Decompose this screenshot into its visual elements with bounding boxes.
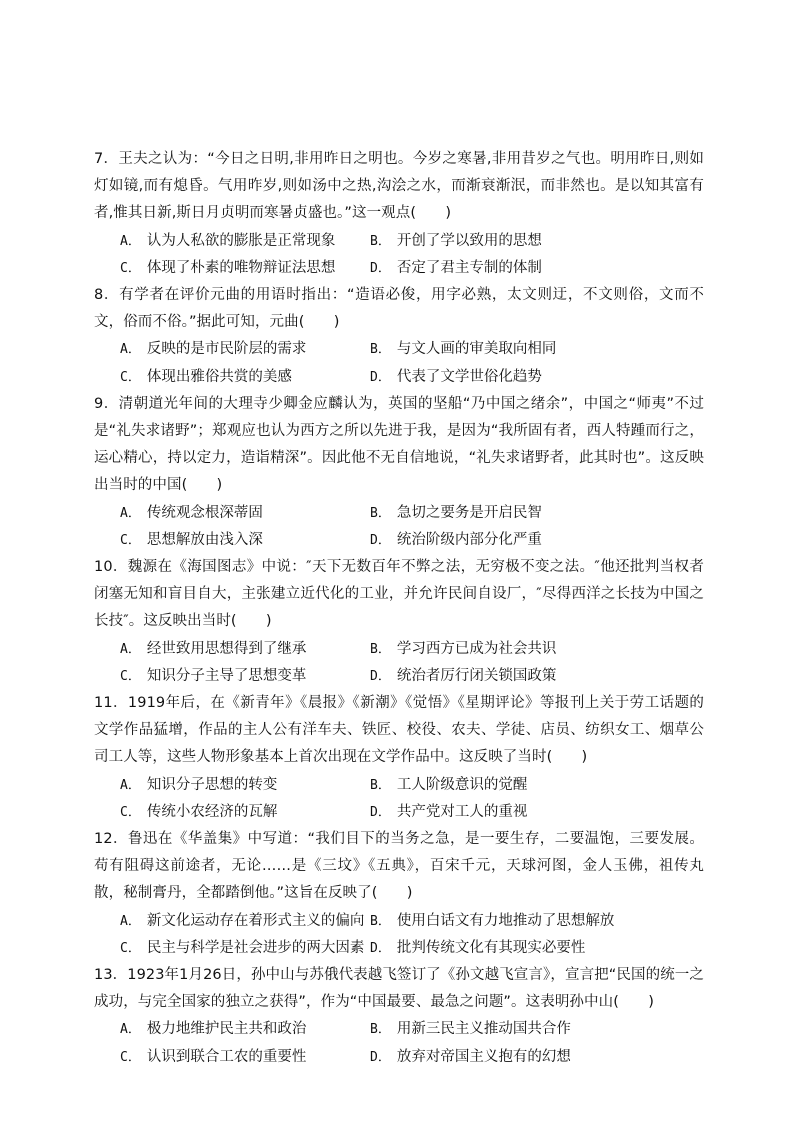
option-text: 新文化运动存在着形式主义的偏向 (146, 912, 365, 929)
option-text: 民主与科学是社会进步的两大因素 (146, 939, 365, 956)
option-b (370, 336, 700, 363)
option-text: 学习西方已成为社会共识 (396, 640, 557, 657)
option-text: 知识分子主导了思想变革 (146, 667, 307, 684)
option-letter: D． (370, 1049, 391, 1065)
option-text: 传统小农经济的瓦解 (146, 803, 278, 820)
option-list (94, 336, 706, 390)
option-a (94, 336, 370, 363)
option-letter: A． (120, 233, 141, 249)
option-text: 放弃对帝国主义抱有的幻想 (396, 1048, 571, 1065)
question-stem: 8．有学者在评价元曲的用语时指出：“造语必俊，用字必熟，太文则迂，不文则俗，文而不文，俗而不俗。”据此可知，元曲( ) (94, 286, 704, 331)
option-letter: D． (370, 804, 391, 820)
option-list (94, 772, 706, 826)
option-letter: C． (120, 1049, 141, 1065)
option-c (94, 364, 370, 391)
option-c (94, 935, 370, 962)
option-d (370, 255, 700, 282)
option-letter: B． (370, 641, 391, 657)
option-d (370, 527, 700, 554)
option-a (94, 772, 370, 799)
option-text: 使用白话文有力地推动了思想解放 (396, 912, 615, 929)
question-stem: 11．1919年后，在《新青年》《晨报》《新潮》《觉悟》《星期评论》等报刊上关于劳工话题的文学作品猛增，作品的主人公有洋车夫、铁匠、校役、农夫、学徒、店员、纺织女工、烟草公司工人等，这些人物形象基本上首次出现在文学作品中。这反映了当时( ) (94, 694, 704, 766)
option-list (94, 908, 706, 962)
option-list (94, 228, 706, 282)
option-letter: A． (120, 342, 141, 358)
option-text: 否定了君主专制的体制 (396, 259, 542, 276)
question-stem: 12．鲁迅在《华盖集》中写道：“我们目下的当务之急，是一要生存，二要温饱，三要发展。苟有阻碍这前途者，无论……是《三坟》《五典》，百宋千元，天球河图，金人玉佛，祖传丸散，秘制膏丹，全都踏倒他。”这旨在反映了( ) (94, 830, 704, 902)
option-text: 极力地维护民主共和政治 (146, 1021, 307, 1038)
option-text: 共产党对工人的重视 (396, 803, 528, 820)
option-d (370, 364, 700, 391)
option-d (370, 935, 700, 962)
option-letter: D． (370, 260, 391, 276)
option-text: 代表了文学世俗化趋势 (396, 368, 542, 385)
question-stem: 9．清朝道光年间的大理寺少卿金应麟认为，英国的坚船“乃中国之绪余”，中国之“师夷”不过是“礼失求诸野”；郑观应也认为西方之所以先进于我，是因为“我所固有者，西人特踵而行之，运心精心，持以定力，造诣精深”。因此他不无自信地说，“礼失求诸野者，此其时也”。这反映出当时的中国( ) (94, 395, 704, 494)
option-c (94, 255, 370, 282)
option-b (370, 636, 700, 663)
option-a (94, 636, 370, 663)
option-letter: A． (120, 641, 141, 657)
option-c (94, 1044, 370, 1071)
question-12 (94, 826, 706, 962)
option-text: 开创了学以致用的思想 (396, 232, 542, 249)
option-c (94, 527, 370, 554)
option-a (94, 500, 370, 527)
option-letter: C． (120, 940, 141, 956)
option-text: 统治阶级内部分化严重 (396, 531, 542, 548)
option-list (94, 636, 706, 690)
option-a (94, 228, 370, 255)
option-text: 工人阶级意识的觉醒 (396, 776, 528, 793)
option-letter: D． (370, 940, 391, 956)
option-list (94, 500, 706, 554)
option-letter: B． (370, 342, 391, 358)
option-b (370, 228, 700, 255)
option-letter: D． (370, 668, 391, 684)
option-list (94, 1016, 706, 1070)
option-letter: A． (120, 777, 141, 793)
question-list (94, 146, 706, 1071)
question-stem: 7．王夫之认为：“今日之日明,非用昨日之明也。今岁之寒暑,非用昔岁之气也。明用昨日,则如灯如镜,而有熄昏。气用昨岁,则如汤中之热,沟浍之水，而渐衰渐泯，而非然也。是以知其富有者,惟其日新,斯日月贞明而寒暑贞盛也。”这一观点( ) (94, 151, 704, 222)
option-letter: A． (120, 1022, 141, 1038)
option-text: 认识到联合工农的重要性 (146, 1048, 307, 1065)
option-text: 体现了朴素的唯物辩证法思想 (146, 259, 336, 276)
option-letter: C． (120, 532, 141, 548)
option-letter: D． (370, 532, 391, 548)
question-7 (94, 146, 706, 282)
option-text: 用新三民主义推动国共合作 (396, 1021, 571, 1038)
option-text: 急切之要务是开启民智 (396, 504, 542, 521)
question-11 (94, 690, 706, 826)
option-text: 统治者厉行闭关锁国政策 (396, 667, 557, 684)
option-c (94, 799, 370, 826)
option-text: 经世致用思想得到了继承 (146, 640, 307, 657)
option-b (370, 772, 700, 799)
option-letter: C． (120, 369, 141, 385)
option-c (94, 663, 370, 690)
option-text: 反映的是市民阶层的需求 (146, 341, 307, 358)
option-letter: C． (120, 260, 141, 276)
option-text: 知识分子思想的转变 (146, 776, 278, 793)
option-letter: B． (370, 777, 391, 793)
option-letter: B． (370, 233, 391, 249)
question-8 (94, 282, 706, 391)
option-d (370, 799, 700, 826)
option-text: 批判传统文化有其现实必要性 (396, 939, 586, 956)
option-letter: B． (370, 505, 391, 521)
option-text: 体现出雅俗共赏的美感 (146, 368, 292, 385)
option-text: 传统观念根深蒂固 (146, 504, 263, 521)
option-text: 思想解放由浅入深 (146, 531, 263, 548)
question-10 (94, 554, 706, 690)
option-b (370, 1016, 700, 1043)
question-stem: 13．1923年1月26日，孙中山与苏俄代表越飞签订了《孙文越飞宣言》，宣言把“民国的统一之成功，与完全国家的独立之获得”，作为“中国最要、最急之问题”。这表明孙中山( ) (94, 966, 704, 1011)
option-letter: D． (370, 369, 391, 385)
option-b (370, 908, 700, 935)
question-9 (94, 391, 706, 554)
question-13 (94, 962, 706, 1071)
question-stem: 10．魏源在《海国图志》中说：″天下无数百年不弊之法，无穷极不变之法。″他还批判当权者闭塞无知和盲目自大，主张建立近代化的工业，并允许民间自设厂，″尽得西洋之长技为中国之长技″。这反映出当时( ) (94, 558, 704, 630)
option-letter: C． (120, 668, 141, 684)
option-d (370, 663, 700, 690)
option-letter: B． (370, 1022, 391, 1038)
option-d (370, 1044, 700, 1071)
option-b (370, 500, 700, 527)
option-a (94, 908, 370, 935)
option-a (94, 1016, 370, 1043)
option-letter: A． (120, 505, 141, 521)
option-letter: A． (120, 913, 141, 929)
option-text: 认为人私欲的膨胀是正常现象 (146, 232, 336, 249)
option-letter: C． (120, 804, 141, 820)
option-letter: B． (370, 913, 391, 929)
option-text: 与文人画的审美取向相同 (396, 341, 557, 358)
